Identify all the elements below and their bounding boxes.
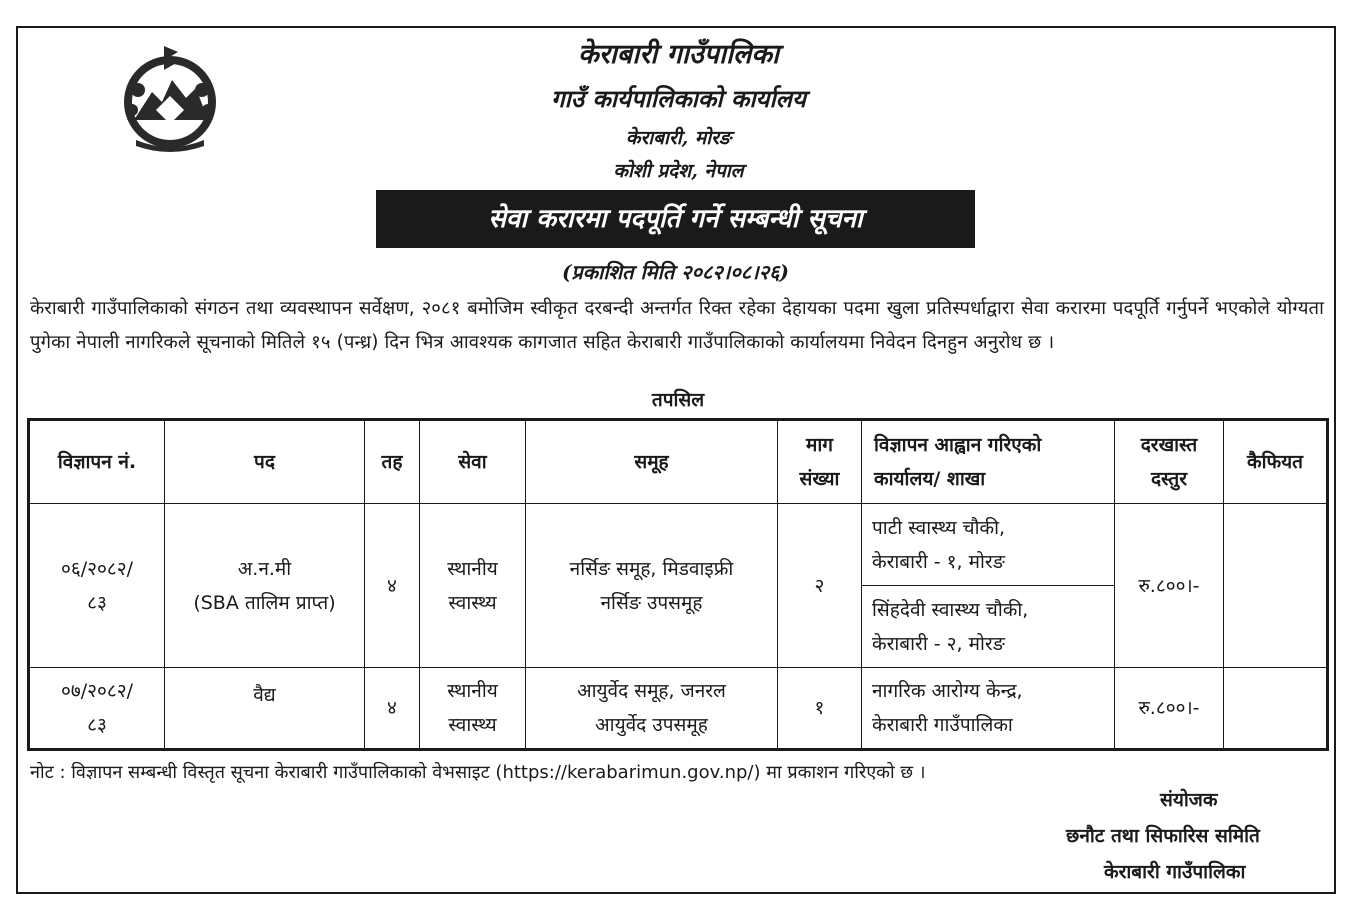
service-line1: स्थानीय <box>447 557 498 580</box>
header-post: पद <box>165 420 365 504</box>
service-line2: स्वास्थ्य <box>448 714 497 736</box>
cell-office <box>862 586 1115 668</box>
header-office-line1: विज्ञापन आह्वान गरिएको <box>874 434 1042 456</box>
ad-no-line1: ०७/२०८२/ <box>60 680 134 702</box>
notice-title: सेवा करारमा पदपूर्ति गर्ने सम्बन्धी सूचना <box>376 190 975 248</box>
office-name: गाउँ कार्यपालिकाको कार्यालय <box>551 84 806 113</box>
cell-ad-no <box>29 668 165 750</box>
group-line2: नर्सिङ उपसमूह <box>600 591 703 614</box>
group-line1: नर्सिङ समूह, मिडवाइफ्री <box>569 557 734 580</box>
published-date: (प्रकाशित मिति २०८२।०८।२६) <box>561 260 790 284</box>
municipality-name: केराबारी गाउँपालिका <box>578 39 779 70</box>
header-level: तह <box>365 420 420 504</box>
cell-service <box>420 668 526 750</box>
office-line1: पाटी स्वास्थ्य चौकी, <box>872 516 1006 539</box>
website-note: नोट : विज्ञापन सम्बन्धी विस्तृत सूचना केराबारी गाउँपालिकाको वेभसाइट (https://kerabarimun.gov.np/) मा प्रकाशन गरिएको छ । <box>30 762 926 783</box>
table-caption: तपसिल <box>651 389 705 411</box>
office-line1: सिंहदेवी स्वास्थ्य चौकी, <box>872 598 1029 621</box>
office-line2: केराबारी - १, मोरङ <box>872 550 1005 573</box>
table-header-row <box>29 420 1328 504</box>
header-fee <box>1115 420 1224 504</box>
cell-fee: रु.८००।- <box>1115 668 1224 750</box>
header-office <box>862 420 1115 504</box>
intro-paragraph: केराबारी गाउँपालिकाको संगठन तथा व्यवस्थापन सर्वेक्षण, २०८१ बमोजिम स्वीकृत दरबन्दी अन्तर्गत रिक्त रहेका देहायका पदमा खुला प्रतिस्पर्धाद्वारा सेवा करारमा पदपूर्ति गर्नुपर्ने भएकोले योग्यता पुगेका नेपाली नागरिकले सूचनाको मितिले १५ (पन्ध्र) दिन भित्र आवश्यक कागजात सहित केराबारी गाउँपालिकाको कार्यालयमा निवेदन दिनहुन अनुरोध छ । <box>30 298 1324 353</box>
cell-service <box>420 504 526 668</box>
cell-post <box>165 668 365 750</box>
header-group: समूह <box>526 420 778 504</box>
post-line1: अ.न.मी <box>237 557 292 580</box>
nepal-government-emblem-icon <box>112 40 228 156</box>
signatory-organization: केराबारी गाउँपालिका <box>1104 861 1246 883</box>
header-demand-line1: माग <box>806 434 833 456</box>
office-line1: नागरिक आरोग्य केन्द्र, <box>872 680 1023 702</box>
cell-remarks <box>1224 668 1328 750</box>
cell-level: ४ <box>365 668 420 750</box>
cell-fee: रु.८००।- <box>1115 504 1224 668</box>
post-line2: (SBA तालिम प्राप्त) <box>193 591 336 614</box>
ad-no-line2: ८३ <box>87 591 107 614</box>
service-line1: स्थानीय <box>447 680 498 702</box>
group-line2: आयुर्वेद उपसमूह <box>595 714 708 736</box>
cell-post <box>165 504 365 668</box>
service-line2: स्वास्थ्य <box>448 591 497 614</box>
location-line: केराबारी, मोरङ <box>625 127 732 149</box>
cell-remarks <box>1224 504 1328 668</box>
table-row <box>29 504 1328 586</box>
header-fee-line1: दरखास्त <box>1140 434 1198 456</box>
office-line2: केराबारी गाउँपालिका <box>872 714 1013 736</box>
header-office-line2: कार्यालय/ शाखा <box>874 468 986 490</box>
signatory-committee: छनौट तथा सिफारिस समिति <box>1066 825 1260 847</box>
cell-demand: २ <box>778 504 862 668</box>
header-demand <box>778 420 862 504</box>
header-remarks: कैफियत <box>1224 420 1328 504</box>
office-line2: केराबारी - २, मोरङ <box>872 632 1005 655</box>
header-service: सेवा <box>420 420 526 504</box>
vacancy-table <box>27 418 1329 751</box>
cell-demand: १ <box>778 668 862 750</box>
table-row <box>29 668 1328 750</box>
cell-office <box>862 504 1115 586</box>
ad-no-line2: ८३ <box>87 714 107 736</box>
ad-no-line1: ०६/२०८२/ <box>60 557 134 580</box>
header-demand-line2: संख्या <box>799 468 840 490</box>
header-fee-line2: दस्तुर <box>1150 468 1188 490</box>
group-line1: आयुर्वेद समूह, जनरल <box>577 680 726 702</box>
cell-level: ४ <box>365 504 420 668</box>
cell-group <box>526 668 778 750</box>
cell-group <box>526 504 778 668</box>
post-line1: वैद्य <box>253 684 276 706</box>
cell-ad-no <box>29 504 165 668</box>
signatory-role: संयोजक <box>1160 789 1218 811</box>
cell-office <box>862 668 1115 750</box>
header-ad-no: विज्ञापन नं. <box>29 420 165 504</box>
province-line: कोशी प्रदेश, नेपाल <box>613 160 744 182</box>
